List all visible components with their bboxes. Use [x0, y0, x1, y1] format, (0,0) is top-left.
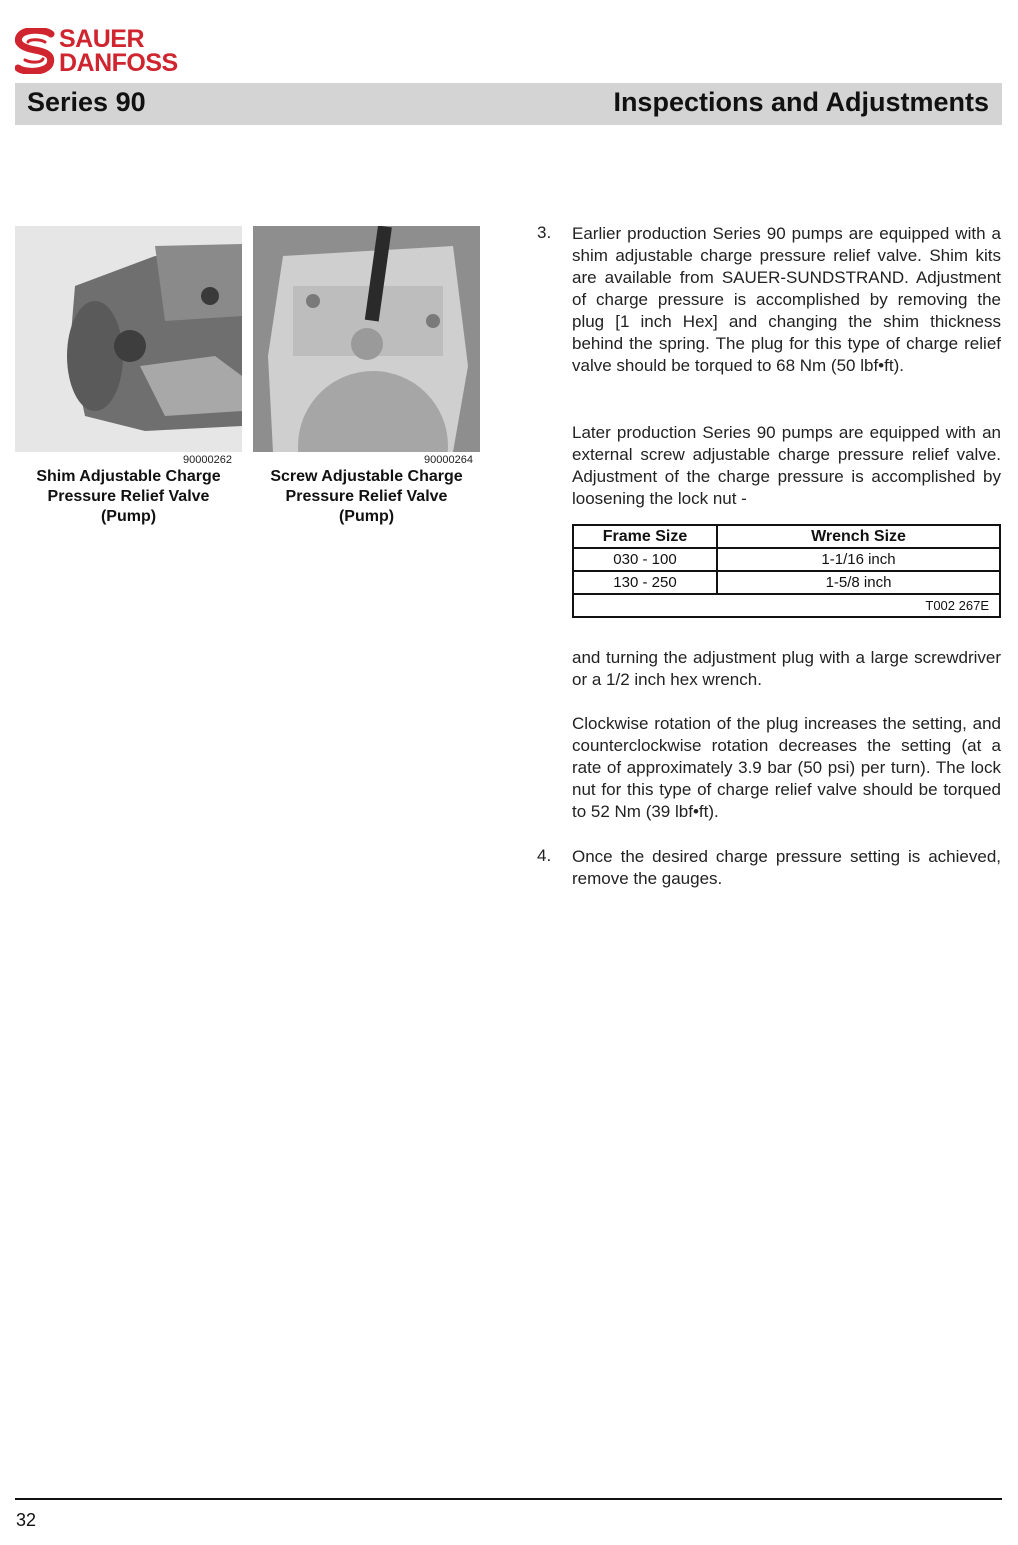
table-cell: 130 - 250 [573, 571, 717, 594]
paragraph: Later production Series 90 pumps are equipped with an external screw adjustable charge pressure relief valve. Adjustment of the charge pressure is accomplished by loosening the lock nut - [572, 423, 1001, 508]
paragraph: and turning the adjustment plug with a large screwdriver or a 1/2 inch hex wrench. [572, 648, 1001, 689]
item-number: 3. [537, 223, 552, 242]
logo-s-mark-icon [15, 28, 55, 74]
logo-line-2: DANFOSS [59, 49, 178, 77]
page-number: 32 [16, 1510, 37, 1530]
shim-valve-photo [15, 226, 242, 452]
paragraph: Once the desired charge pressure setting is achieved, remove the gauges. [572, 847, 1001, 888]
paragraph: Earlier production Series 90 pumps are equipped with a shim adjustable charge pressure relief valve. Shim kits are available from SAUER-SUNDSTRAND. Adjustment of charge pressure is accomplished by removing the plug [1 inch Hex] and changing the shim thickness behind the spring. The plug for this type of charge relief valve should be torqued to 68 Nm (50 lbf•ft). [572, 224, 1001, 375]
figure-caption: Screw Adjustable Charge Pressure Relief Valve (Pump) [270, 468, 463, 525]
series-title: Series 90 [27, 87, 146, 117]
table-header-row [573, 525, 1000, 548]
column-header: Frame Size [573, 525, 717, 548]
table-cell: 1-1/16 inch [717, 548, 1000, 571]
column-header: Wrench Size [717, 525, 1000, 548]
figure-number: 90000264 [424, 454, 473, 466]
header-band [15, 83, 1002, 125]
wrench-size-table [572, 524, 1001, 618]
figure-number: 90000262 [183, 454, 232, 466]
table-cell: 1-5/8 inch [717, 571, 1000, 594]
logo-line-1: SAUER [59, 25, 145, 53]
table-code: T002 267E [573, 594, 1000, 617]
section-title: Inspections and Adjustments [613, 87, 989, 117]
item-number: 4. [537, 846, 552, 865]
footer-divider [15, 1498, 1002, 1500]
sauer-danfoss-logo [15, 26, 185, 78]
table-row [573, 571, 1000, 594]
screw-valve-photo [253, 226, 480, 452]
table-footer-row [573, 594, 1000, 617]
table-cell: 030 - 100 [573, 548, 717, 571]
figure-caption: Shim Adjustable Charge Pressure Relief Valve (Pump) [36, 468, 221, 525]
table-row [573, 548, 1000, 571]
paragraph: Clockwise rotation of the plug increases the setting, and counterclockwise rotation decreases the setting (at a rate of approximately 3.9 bar (50 psi) per turn). The lock nut for this type of charge relief valve should be torqued to 52 Nm (39 lbf•ft). [572, 714, 1001, 821]
